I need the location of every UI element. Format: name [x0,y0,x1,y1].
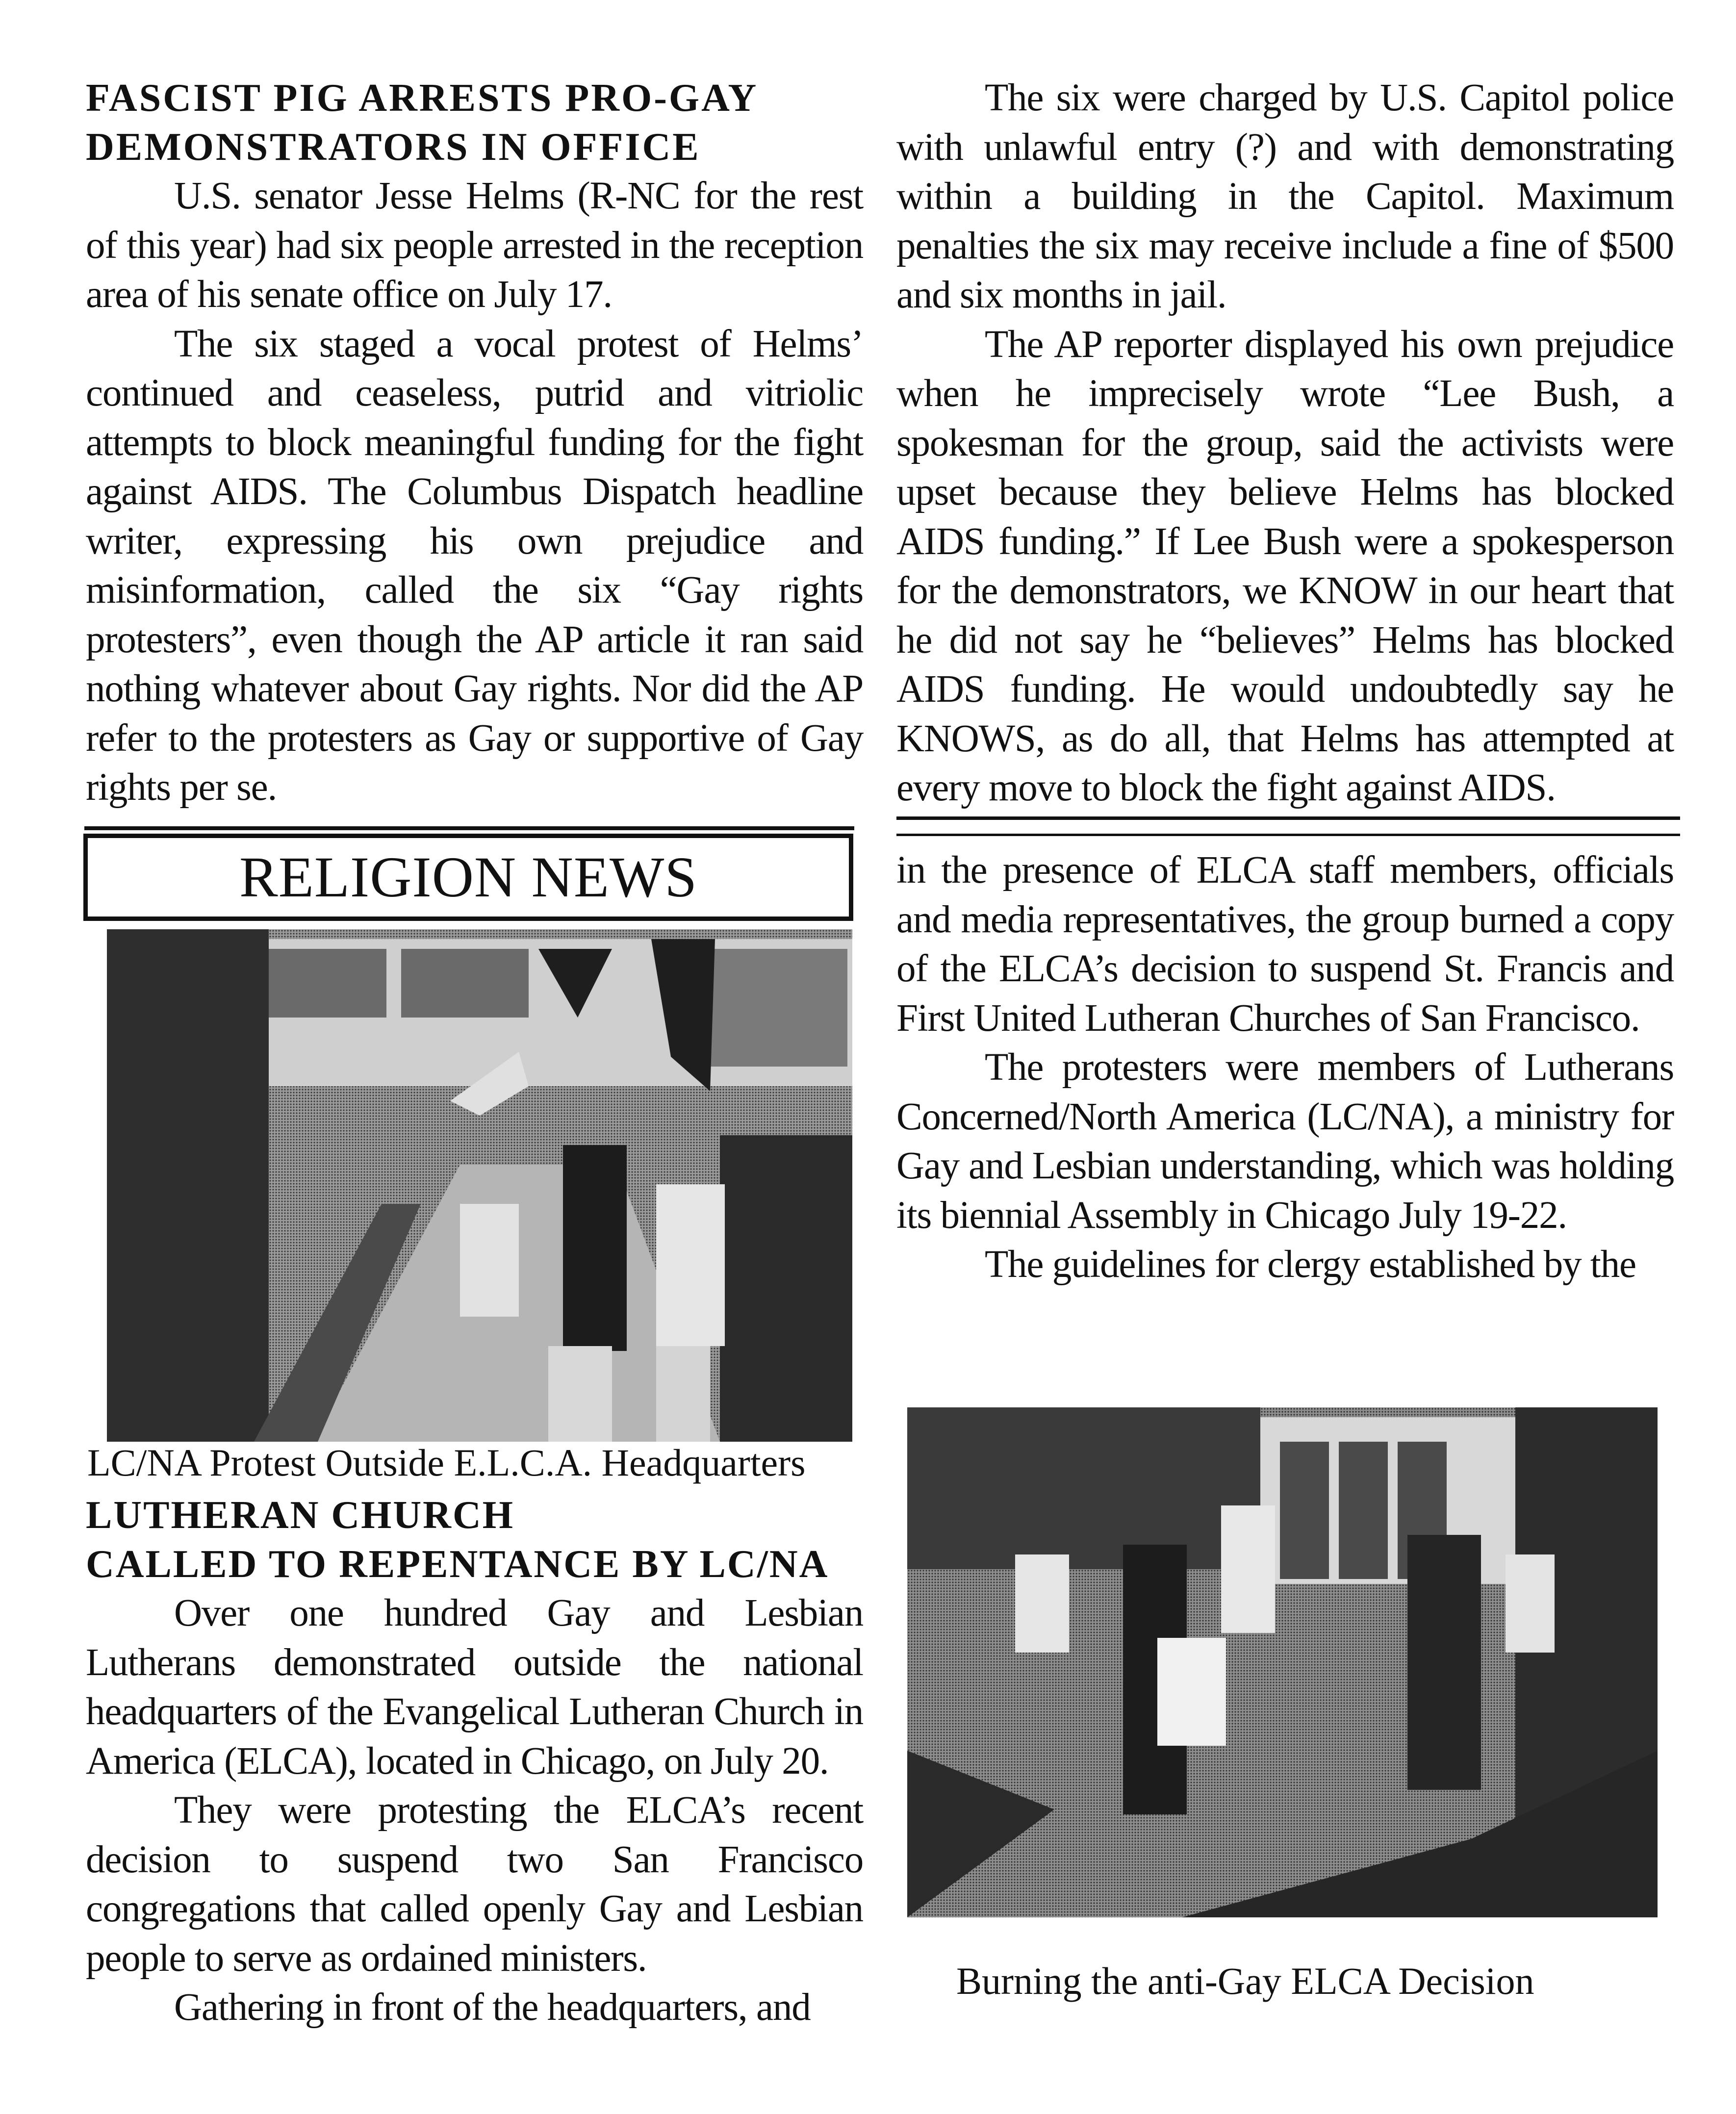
helms-headline-line-2: DEMONSTRATORS IN OFFICE [86,126,701,169]
lcna-headline-line-1: LUTHERAN CHURCH [86,1494,514,1537]
helms-body-left [86,172,863,813]
section-divider-left [84,826,854,830]
lcna-paragraph: They were protesting the ELCA’s recent decision to suspend two San Francisco congregations that called openly Gay and Lesbian people to serve as ordained ministers. [86,1789,863,1980]
lcna-article-left-column [86,1491,863,2033]
lcna-headline-line-2: CALLED TO REPENTANCE BY LC/NA [86,1543,829,1586]
lcna-paragraph: The guidelines for clergy established by the [985,1243,1636,1286]
protest-photo-march [107,929,852,1442]
lcna-article-right-column [896,846,1674,1290]
photo-burning-caption: Burning the anti-Gay ELCA Decision [956,1960,1534,2002]
section-divider-right-top [896,816,1680,820]
helms-article-left-column [86,74,863,813]
lcna-body-left [86,1589,863,2033]
lcna-paragraph: in the presence of ELCA staff members, officials and media representatives, the group burned a copy of the ELCA’s decision to suspend St. Francis and First United Lutheran Churches of San Francisco. [896,849,1674,1040]
photo-march-illustration [107,929,852,1442]
helms-paragraph: The six were charged by U.S. Capitol police with unlawful entry (?) and with demonstrating within a building in the Capitol. Maximum penalties the six may receive include a fine of $500 and six months in jail. [896,76,1674,316]
religion-news-banner [83,834,853,921]
helms-headline [86,74,863,172]
helms-paragraph: The AP reporter displayed his own prejudice when he imprecisely wrote “Lee Bush, a spokesman for the group, said the activists were upset because they believe Helms has blocked AIDS funding.” If Lee Bush were a spokesperson for the demonstrators, we KNOW in our heart that he did not say he “believes” Helms has blocked AIDS funding. He would undoubtedly say he KNOWS, as do all, that Helms has attempted at every move to block the fight against AIDS. [896,323,1674,809]
photo-burning-illustration [907,1407,1658,1917]
photo-march-caption: LC/NA Protest Outside E.L.C.A. Headquarters [87,1441,806,1484]
lcna-paragraph: Over one hundred Gay and Lesbian Lutherans demonstrated outside the national headquarters of the Evangelical Lutheran Church in America (ELCA), located in Chicago, on July 20. [86,1592,863,1783]
helms-headline-line-1: FASCIST PIG ARRESTS PRO-GAY [86,76,759,120]
lcna-paragraph: The protesters were members of Lutherans Concerned/North America (LC/NA), a ministry for Gay and Lesbian understanding, which was holding its biennial Assembly in Chicago July 19-22. [896,1046,1674,1237]
section-title: RELIGION NEWS [239,845,697,909]
helms-paragraph: U.S. senator Jesse Helms (R-NC for the rest of this year) had six people arrested in the reception area of his senate office on July 17. [86,175,863,316]
helms-paragraph: The six staged a vocal protest of Helms’ continued and ceaseless, putrid and vitriolic attempts to block meaningful funding for the fight against AIDS. The Columbus Dispatch headline writer, expressing his own prejudice and misinformation, called the six “Gay rights protesters”, even though the AP article it ran said nothing whatever about Gay rights. Nor did the AP refer to the protesters as Gay or supportive of Gay rights per se. [86,322,863,809]
helms-article-right-column [896,74,1674,813]
lcna-body-right [896,846,1674,1290]
section-divider-right-bottom [896,834,1680,836]
helms-body-right [896,74,1674,813]
lcna-headline [86,1491,863,1589]
lcna-paragraph: Gathering in front of the headquarters, and [174,1986,811,2029]
protest-photo-burning [907,1407,1658,1917]
